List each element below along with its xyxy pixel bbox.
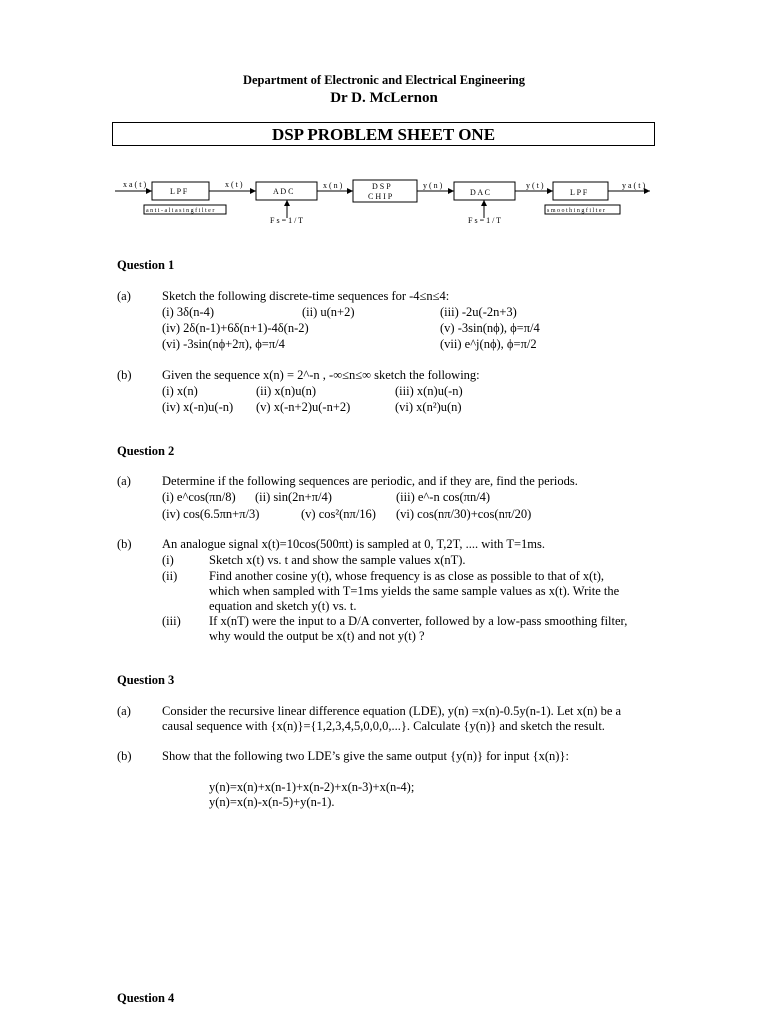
input-signal-label: x a ( t ) xyxy=(123,180,147,189)
q1-a-intro: Sketch the following discrete-time sequences for -4≤n≤4: xyxy=(162,289,450,303)
question-4-heading: Question 4 xyxy=(117,991,175,1005)
q2-b-sub-ii-line: equation and sketch y(t) vs. t. xyxy=(209,599,357,613)
q3-b-intro: Show that the following two LDE’s give the same output {y(n)} for input {x(n)}: xyxy=(162,749,569,763)
q1-b-intro: Given the sequence x(n) = 2^-n , -∞≤n≤∞ sketch the following: xyxy=(162,368,480,382)
q2-a-item-ii: (ii) sin(2n+π/4) xyxy=(255,490,332,504)
q2-b-sub-iii-line: why would the output be x(t) and not y(t) ? xyxy=(209,629,425,643)
q2-b-sub-ii-label: (ii) xyxy=(162,569,178,583)
q2-a-item-iv: (iv) cos(6.5πn+π/3) xyxy=(162,507,260,521)
q2-b-sub-ii-line: Find another cosine y(t), whose frequency is as close as possible to that of x(t), xyxy=(209,569,605,583)
q1-a-item-v: (v) -3sin(nϕ), ϕ=π/4 xyxy=(440,321,540,335)
sheet-title: DSP PROBLEM SHEET ONE xyxy=(271,125,496,144)
q3-b-label: (b) xyxy=(117,749,132,763)
signal-label-xt: x ( t ) xyxy=(225,180,243,189)
block-chip: C H I P xyxy=(368,192,393,201)
sampling-label-adc: F s = 1 / T xyxy=(270,216,304,225)
output-signal-label: y a ( t ) xyxy=(622,181,646,190)
q3-a-label: (a) xyxy=(117,704,131,718)
smoothing-filter-label: s m o o t h i n g f i l t e r xyxy=(547,208,605,214)
q1-b-item-iv: (iv) x(-n)u(-n) xyxy=(162,400,234,414)
q1-a-label: (a) xyxy=(117,289,131,303)
q1-b-item-iii: (iii) x(n)u(-n) xyxy=(395,384,463,398)
sampling-label-dac: F s = 1 / T xyxy=(468,216,502,225)
q2-a-intro: Determine if the following sequences are periodic, and if they are, find the periods. xyxy=(162,474,578,488)
signal-chain-diagram xyxy=(0,170,768,230)
q1-a-item-iii: (iii) -2u(-2n+3) xyxy=(440,305,517,319)
q1-a-item-vi: (vi) -3sin(nϕ+2π), ϕ=π/4 xyxy=(162,337,285,351)
title-box xyxy=(112,122,655,146)
department-name: Department of Electronic and Electrical Engineering xyxy=(242,73,525,87)
q3-a-line: causal sequence with {x(n)}={1,2,3,4,5,0,0,0,...}. Calculate {y(n)} and sketch the result. xyxy=(162,719,605,733)
q2-b-sub-iii-label: (iii) xyxy=(162,614,181,628)
q2-a-item-v: (v) cos²(nπ/16) xyxy=(301,507,376,521)
anti-aliasing-filter-label: a n t i - a l i a s i n g f i l t e r xyxy=(146,208,215,214)
q2-b-intro: An analogue signal x(t)=10cos(500πt) is sampled at 0, T,2T, .... with T=1ms. xyxy=(162,537,545,551)
signal-label-yn: y ( n ) xyxy=(423,181,443,190)
block-lpf-1: L P F xyxy=(170,187,188,196)
q2-a-item-iii: (iii) e^-n cos(πn/4) xyxy=(396,490,491,504)
q1-b-item-ii: (ii) x(n)u(n) xyxy=(256,384,317,398)
q2-b-sub-i-label: (i) xyxy=(162,553,174,567)
question-3-heading: Question 3 xyxy=(117,673,175,687)
author-name: Dr D. McLernon xyxy=(330,90,438,106)
q1-a-item-i: (i) 3δ(n-4) xyxy=(162,305,215,319)
q3-b-equation-1: y(n)=x(n)+x(n-1)+x(n-2)+x(n-3)+x(n-4); xyxy=(209,780,415,794)
question-2-heading: Question 2 xyxy=(117,444,175,458)
question-1-heading: Question 1 xyxy=(117,258,175,272)
q1-b-label: (b) xyxy=(117,368,132,382)
q2-b-sub-i-line: Sketch x(t) vs. t and show the sample values x(nT). xyxy=(209,553,466,567)
q1-a-item-iv: (iv) 2δ(n-1)+6δ(n+1)-4δ(n-2) xyxy=(162,321,309,335)
q1-b-item-i: (i) x(n) xyxy=(162,384,198,398)
q2-b-label: (b) xyxy=(117,537,132,551)
q1-a-item-vii: (vii) e^j(nϕ), ϕ=π/2 xyxy=(440,337,537,351)
q3-a-line: Consider the recursive linear difference equation (LDE), y(n) =x(n)-0.5y(n-1). Let x(n) be a xyxy=(162,704,622,718)
block-adc: A D C xyxy=(273,187,294,196)
signal-label-xn: x ( n ) xyxy=(323,181,343,190)
q1-a-item-ii: (ii) u(n+2) xyxy=(302,305,355,319)
q1-b-item-v: (v) x(-n+2)u(-n+2) xyxy=(256,400,351,414)
q3-b-equation-2: y(n)=x(n)-x(n-5)+y(n-1). xyxy=(209,795,335,809)
q1-b-item-vi: (vi) x(n²)u(n) xyxy=(395,400,462,414)
block-dac: D A C xyxy=(470,188,491,197)
q2-a-item-i: (i) e^cos(πn/8) xyxy=(162,490,236,504)
block-lpf-2: L P F xyxy=(570,188,588,197)
q2-b-sub-ii-line: which when sampled with T=1ms yields the same sample values as x(t). Write the xyxy=(209,584,620,598)
signal-label-yt: y ( t ) xyxy=(526,181,544,190)
q2-a-item-vi: (vi) cos(nπ/30)+cos(nπ/20) xyxy=(396,507,532,521)
q2-b-sub-iii-line: If x(nT) were the input to a D/A converter, followed by a low-pass smoothing filter, xyxy=(209,614,628,628)
block-dsp: D S P xyxy=(372,182,391,191)
q2-a-label: (a) xyxy=(117,474,131,488)
